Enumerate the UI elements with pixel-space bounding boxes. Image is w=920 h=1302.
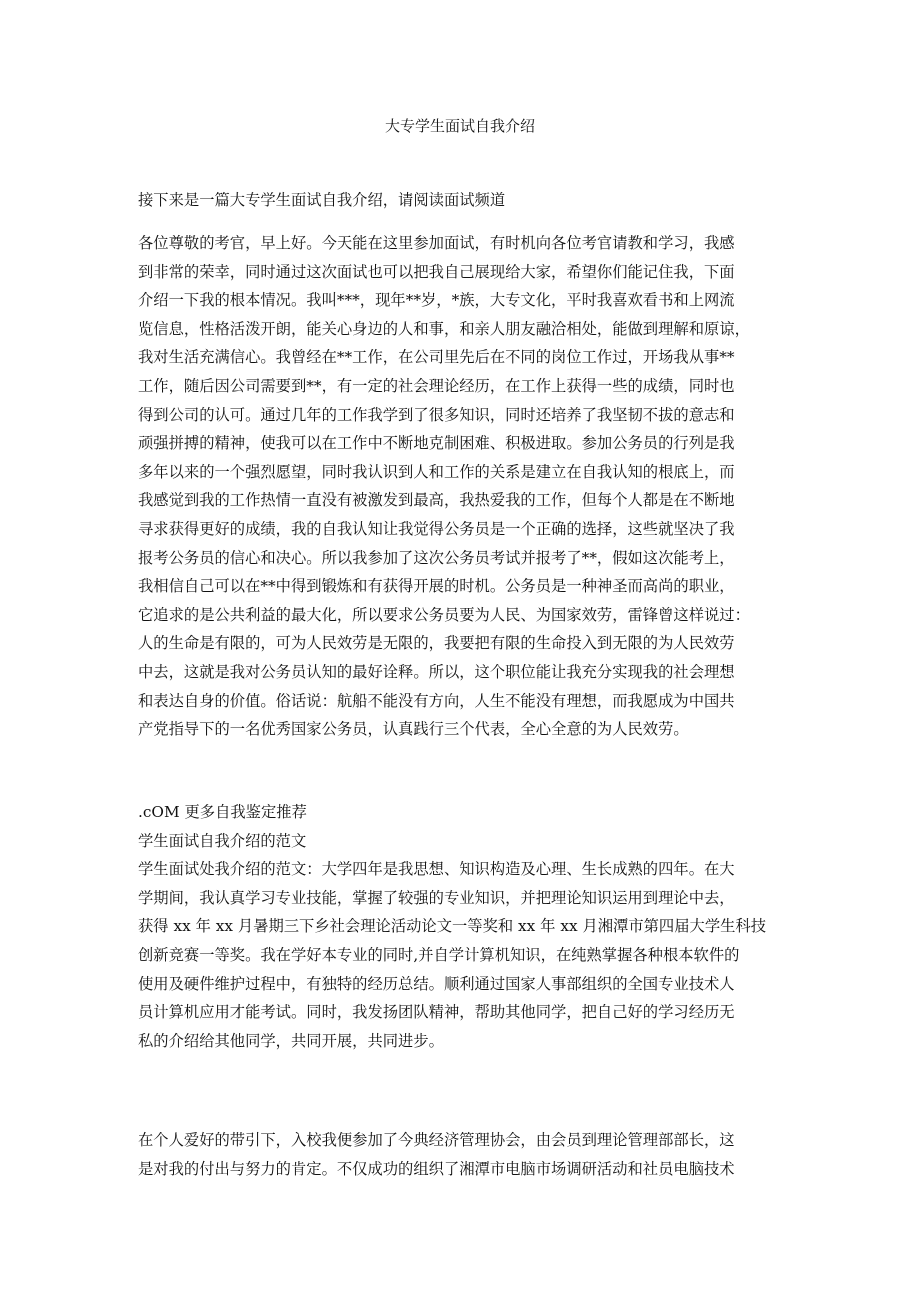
paragraph-line: 介绍一下我的根本情况。我叫***，现年**岁，*族，大专文化，平时我喜欢看书和上网流 [138,291,735,310]
paragraph-line: 寻求获得更好的成绩，我的自我认知让我觉得公务员是一个正确的选择，这些就坚决了我 [138,519,735,538]
paragraph-line: 获得 xx 年 xx 月暑期三下乡社会理论活动论文一等奖和 xx 年 xx 月湘潭市第四届大学生科技 [138,917,767,936]
paragraph-line: 学期间，我认真学习专业技能，掌握了较强的专业知识，并把理论知识运用到理论中去， [138,888,735,907]
paragraph-line: 它追求的是公共利益的最大化，所以要求公务员要为人民、为国家效劳，雷锋曾这样说过： [138,605,750,624]
paragraph-line: 员计算机应用才能考试。同时，我发扬团队精神，帮助其他同学，把自己好的学习经历无 [138,1003,735,1022]
intro-line [138,186,782,215]
hobby-paragraph [138,1126,782,1183]
paragraph-line: 在个人爱好的带引下，入校我便参加了今典经济管理协会，由会员到理论管理部部长，这 [138,1131,735,1149]
paragraph-line: 工作，随后因公司需要到**，有一定的社会理论经历，在工作上获得一些的成绩，同时也 [138,376,735,395]
paragraph-line: 中去，这就是我对公务员认知的最好诠释。所以，这个职位能让我充分实现我的社会理想 [138,662,735,681]
paragraph-line: 我相信自己可以在**中得到锻炼和有获得开展的时机。公务员是一种神圣而高尚的职业， [138,577,735,596]
paragraph-line: 使用及硬件维护过程中，有独特的经历总结。顺利通过国家人事部组织的全国专业技术人 [138,974,735,993]
recommendation-section [138,798,782,1055]
paragraph-line: 产党指导下的一名优秀国家公务员，认真践行三个代表，全心全意的为人民效劳。 [138,720,689,739]
intro-text: 接下来是一篇大专学生面试自我介绍，请阅读面试频道 [138,191,506,209]
paragraph-line: 我感觉到我的工作热情一直没有被激发到最高，我热爱我的工作，但每个人都是在不断地 [138,491,735,510]
more-recommendations-heading: .cOM 更多自我鉴定推荐 [138,803,307,821]
paragraph-line: 报考公务员的信心和决心。所以我参加了这次公务员考试并报考了**，假如这次能考上， [138,548,735,567]
document-title: 大专学生面试自我介绍 [384,117,535,135]
paragraph-line: 人的生命是有限的，可为人民效劳是无限的，我要把有限的生命投入到无限的为人民效劳 [138,634,735,653]
paragraph-line: 得到公司的认可。通过几年的工作我学到了很多知识，同时还培养了我坚韧不拔的意志和 [138,405,735,424]
paragraph-line: 各位尊敬的考官，早上好。今天能在这里参加面试，有时机向各位考官请教和学习，我感 [138,234,735,252]
paragraph-line: 到非常的荣幸，同时通过这次面试也可以把我自己展现给大家，希望你们能记住我，下面 [138,262,735,281]
paragraph-line: 顽强拼搏的精神，使我可以在工作中不断地克制困难、积极进取。参加公务员的行列是我 [138,434,735,453]
paragraph-line: 我对生活充满信心。我曾经在**工作，在公司里先后在不同的岗位工作过，开场我从事** [138,348,735,367]
self-introduction-paragraph [138,229,782,744]
paragraph-line: 览信息，性格活泼开朗，能关心身边的人和事，和亲人朋友融洽相处，能做到理解和原谅， [138,319,750,338]
paragraph-line: 创新竞赛一等奖。我在学好本专业的同时,并自学计算机知识，在纯熟掌握各种根本软件的 [138,945,740,964]
paragraph-line: 是对我的付出与努力的肯定。不仅成功的组织了湘潭市电脑市场调研活动和社员电脑技术 [138,1159,735,1178]
paragraph-line: 学生面试处我介绍的范文：大学四年是我思想、知识构造及心理、生长成熟的四年。在大 [138,860,735,879]
paragraph-line: 多年以来的一个强烈愿望，同时我认识到人和工作的关系是建立在自我认知的根底上，而 [138,462,735,481]
sample-essay-heading: 学生面试自我介绍的范文 [138,831,307,850]
paragraph-line: 私的介绍给其他同学，共同开展，共同进步。 [138,1031,444,1050]
paragraph-line: 和表达自身的价值。俗话说：航船不能没有方向，人生不能没有理想，而我愿成为中国共 [138,691,735,710]
